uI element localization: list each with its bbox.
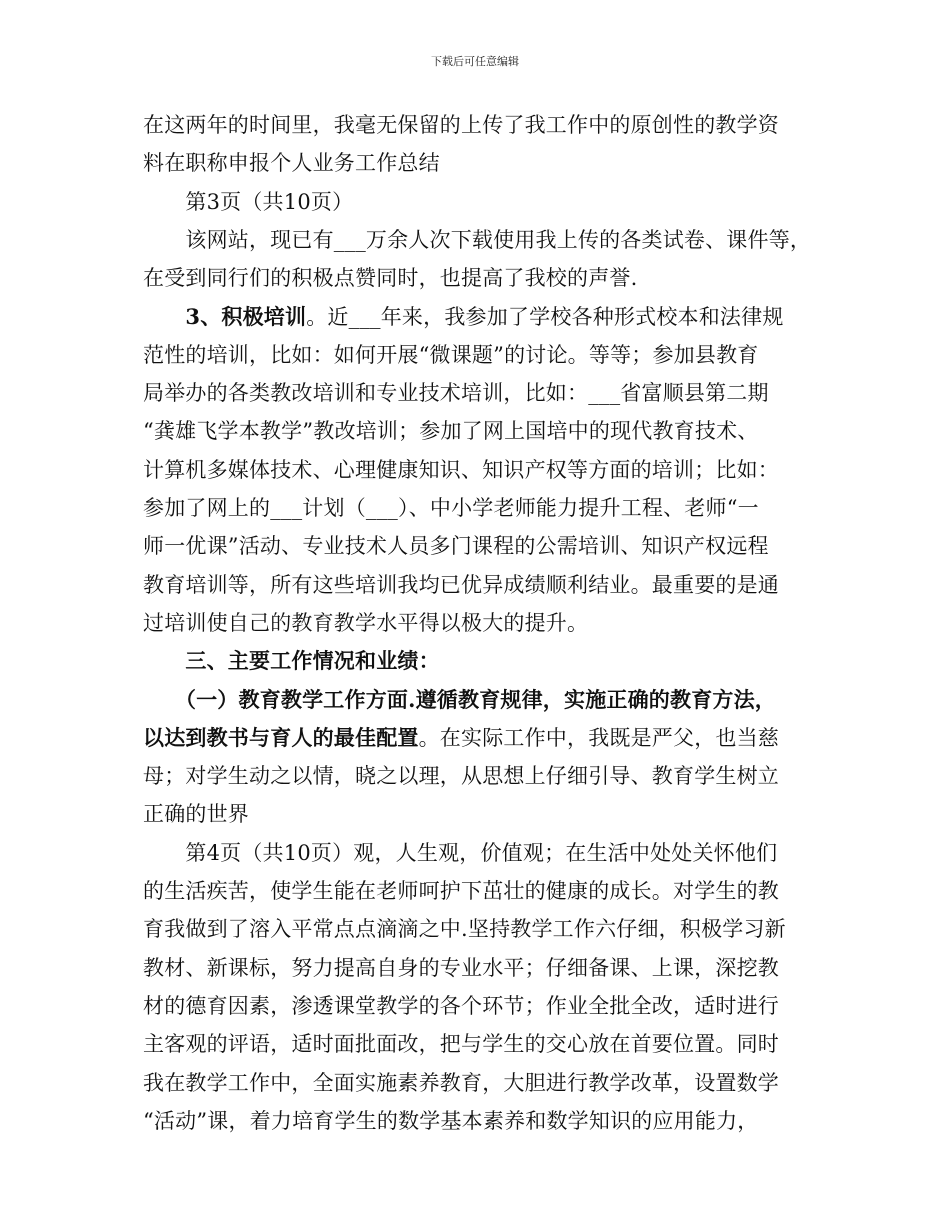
text-segment: “龚雄飞学本教学”教改培训；参加了网上国培中的现代教育技术、 — [143, 419, 759, 444]
text-line — [143, 914, 823, 944]
text-segment: 我在教学工作中，全面实施素养教育，大胆进行教学改革，设置数学 — [143, 1070, 779, 1095]
text-segment: 母；对学生动之以情，晓之以理，从思想上仔细引导、教育学生树立 — [143, 764, 779, 789]
text-line — [143, 531, 823, 561]
text-segment: 主客观的评语，适时面批面改，把与学生的交心放在首要位置。同时 — [143, 1032, 779, 1057]
text-segment: 的生活疾苦，使学生能在老师呵护下茁壮的健康的成长。对学生的教 — [143, 879, 779, 903]
page-header: 下载后可任意编辑 — [431, 55, 519, 68]
text-line — [143, 1106, 823, 1136]
text-segment: 计算机多媒体技术、心理健康知识、知识产权等方面的培训；比如： — [143, 457, 779, 482]
text-line — [143, 493, 823, 523]
text-segment: 育我做到了溶入平常点点滴滴之中.坚持教学工作六仔细，积极学习新 — [143, 917, 786, 942]
text-line — [143, 876, 823, 906]
text-segment: 正确的世界 — [143, 802, 249, 827]
text-segment: 范性的培训，比如：如何开展“微课题”的讨论。等等；参加县教育 — [143, 342, 759, 367]
text-line — [143, 455, 823, 485]
text-segment: 教材、新课标，努力提高自身的专业水平；仔细备课、上课，深挖教 — [143, 955, 779, 980]
text-segment: 教育培训等，所有这些培训我均已优异成绩顺利结业。最重要的是通 — [143, 572, 779, 597]
text-line — [143, 723, 823, 753]
text-segment: 第4页（共10页）观，人生观，价值观；在生活中处处关怀他们 — [143, 840, 778, 865]
text-line — [143, 991, 823, 1021]
text-segment: 。在实际工作中，我既是严父，也当慈 — [418, 725, 780, 750]
text-segment: 该网站，现已有___万余人次下载使用我上传的各类试卷、课件等， — [143, 227, 812, 252]
bold-text-segment: （一）教育教学工作方面.遵循教育规律，实施正确的教育方法， — [143, 686, 777, 712]
text-segment: 参加了网上的___计划（___）、中小学老师能力提升工程、老师“一 — [143, 496, 759, 520]
bold-text-segment: 3、积极培训 — [143, 303, 307, 329]
text-line — [143, 302, 823, 332]
text-segment: “活动”课，着力培育学生的数学基本素养和数学知识的应用能力， — [143, 1108, 759, 1133]
text-line — [143, 608, 823, 638]
text-line — [143, 799, 823, 829]
text-line — [143, 570, 823, 600]
text-line — [143, 263, 823, 293]
text-line — [143, 1068, 823, 1098]
text-line — [143, 110, 823, 140]
text-line — [143, 953, 823, 983]
text-line — [143, 225, 823, 255]
text-line — [143, 340, 823, 370]
text-segment: 在这两年的时间里，我毫无保留的上传了我工作中的原创性的教学资 — [143, 113, 779, 137]
text-line — [143, 646, 823, 676]
bold-text-segment: 三、主要工作情况和业绩： — [143, 648, 440, 674]
text-segment: 局举办的各类教改培训和专业技术培训，比如：___省富顺县第二期 — [143, 381, 769, 406]
text-segment: 过培训使自己的教育教学水平得以极大的提升。 — [143, 610, 589, 635]
bold-text-segment: 以达到教书与育人的最佳配置 — [143, 724, 419, 750]
text-line — [143, 148, 823, 178]
text-segment: 。近___年来，我参加了学校各种形式校本和法律规 — [306, 304, 784, 329]
text-line — [143, 187, 823, 217]
text-line — [143, 685, 823, 715]
text-segment: 师一优课”活动、专业技术人员多门课程的公需培训、知识产权远程 — [143, 534, 769, 559]
text-line — [143, 838, 823, 868]
text-segment: 第3页（共10页） — [143, 189, 354, 214]
text-line — [143, 1029, 823, 1059]
text-segment: 材的德育因素，渗透课堂教学的各个环节；作业全批全改，适时进行 — [143, 993, 779, 1018]
text-line — [143, 761, 823, 791]
text-segment: 在受到同行们的积极点赞同时，也提高了我校的声誉. — [143, 266, 638, 291]
text-line — [143, 378, 823, 408]
text-segment: 料在职称申报个人业务工作总结 — [143, 151, 440, 176]
text-line — [143, 416, 823, 446]
